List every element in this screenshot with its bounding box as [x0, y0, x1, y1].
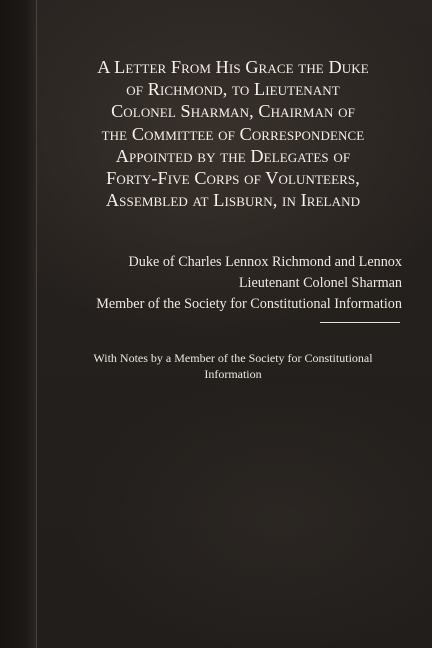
- author-name: Lieutenant Colonel Sharman: [238, 275, 402, 292]
- book-title: [46, 56, 420, 211]
- author-name: Member of the Society for Constitutional Information: [96, 296, 402, 313]
- author-list: [96, 252, 402, 316]
- subtitle-notes: [46, 350, 420, 382]
- spine-divider: [36, 0, 37, 648]
- notes-line: With Notes by a Member of the Society for Constitutional: [93, 351, 373, 365]
- title-line: the Committee of Correspondence: [101, 123, 365, 144]
- notes-line: Information: [204, 367, 262, 381]
- author-name: Duke of Charles Lennox Richmond and Lennox: [128, 254, 402, 270]
- title-line: Colonel Sharman, Chairman of: [111, 101, 355, 122]
- title-line: Appointed by the Delegates of: [115, 145, 351, 166]
- title-line: Assembled at Lisburn, in Ireland: [105, 190, 361, 211]
- divider-rule: [320, 322, 400, 323]
- title-line: of Richmond, to Lieutenant: [126, 79, 340, 100]
- cover-spine: [0, 0, 36, 648]
- title-line: A Letter From His Grace the Duke: [97, 57, 369, 77]
- title-line: Forty-Five Corps of Volunteers,: [106, 168, 360, 189]
